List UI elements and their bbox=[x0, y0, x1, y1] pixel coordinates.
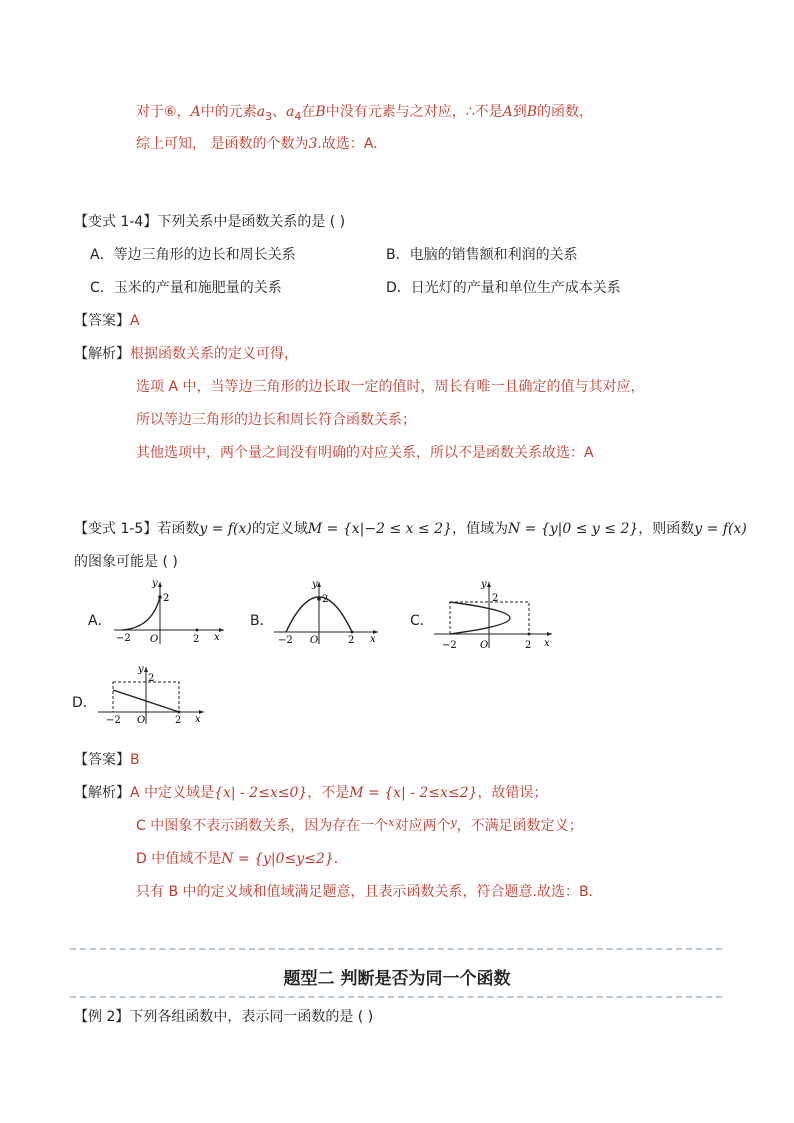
graph-c-label-2x: 2 bbox=[525, 640, 532, 651]
question-1-4-analysis-2: 选项 A 中，当等边三角形的边长取一定的值时，周长有唯一且确定的值与其对应， bbox=[136, 379, 645, 395]
graph-b-y-label: y bbox=[312, 579, 318, 590]
graph-d-x-label: x bbox=[195, 714, 201, 725]
graph-c-x-label: x bbox=[544, 638, 550, 649]
graph-c-y-arrow bbox=[487, 582, 491, 587]
graph-a-label-neg2: −2 bbox=[116, 633, 131, 644]
graph-a-curve bbox=[122, 597, 160, 630]
graph-c-label-2y: 2 bbox=[492, 593, 499, 604]
section-divider-bottom bbox=[70, 996, 722, 998]
question-1-5-answer: 【答案】B bbox=[74, 752, 140, 768]
graph-a-point bbox=[158, 595, 162, 599]
graph-option-d-label: D． bbox=[72, 695, 97, 711]
graph-option-a-label: A． bbox=[88, 613, 112, 629]
question-1-5-analysis-2: C 中图象不表示函数关系，因为存在一个$^x$对应两个$^y$，不满足函数定义； bbox=[136, 816, 583, 834]
graph-b-label-neg2: −2 bbox=[278, 635, 293, 646]
question-1-4-stem: 【变式 1-4】下列关系中是函数关系的是 ( ) bbox=[74, 214, 346, 230]
graph-b-point bbox=[317, 597, 321, 601]
graph-c-x-arrow bbox=[547, 632, 552, 636]
question-1-5-analysis-1: 【解析】A 中定义域是{x| - 2≤x≤0}，不是M = {x| - 2≤x≤2}，故错误； bbox=[74, 785, 548, 801]
graph-d-y-arrow bbox=[144, 667, 148, 672]
question-1-4-option-a: A．等边三角形的边长和周长关系 bbox=[90, 247, 296, 263]
graph-d-tick-2 bbox=[178, 711, 181, 714]
graph-a-y-arrow bbox=[158, 582, 162, 587]
prev-line-1: 对于⑥，A中的元素$a_3$、$a_4$在B中没有元素与之对应，∴不是A到B的函数， bbox=[136, 104, 594, 123]
question-1-4-option-b: B．电脑的销售额和利润的关系 bbox=[386, 247, 578, 263]
section-divider-top bbox=[70, 948, 722, 950]
graph-c-origin: O bbox=[480, 640, 489, 651]
graph-c-label-neg2: −2 bbox=[442, 640, 457, 651]
graph-d-y-label: y bbox=[138, 664, 144, 675]
graph-a-x-arrow bbox=[219, 628, 224, 632]
question-1-4-option-c: C．玉米的产量和施肥量的关系 bbox=[90, 280, 282, 296]
graph-a-x-label: x bbox=[214, 632, 220, 643]
graph-option-d bbox=[96, 664, 208, 726]
graph-d-label-2y: 2 bbox=[148, 673, 155, 684]
graph-c-y-label: y bbox=[481, 579, 487, 590]
graph-d-origin: O bbox=[137, 715, 146, 726]
question-1-5-analysis-3: D 中值域不是N = {y|0≤y≤2}. bbox=[136, 851, 339, 867]
graph-option-c-label: C． bbox=[410, 613, 434, 629]
section-title: 题型二 判断是否为同一个函数 bbox=[283, 969, 511, 989]
question-1-5-analysis-4: 只有 B 中的定义域和值域满足题意，且表示函数关系，符合题意.故选：B. bbox=[136, 884, 594, 900]
graph-c-tick-2 bbox=[528, 633, 531, 636]
graph-option-b bbox=[272, 578, 382, 646]
question-1-4-analysis-3: 所以等边三角形的边长和周长符合函数关系； bbox=[136, 412, 416, 428]
graph-b-label-2x: 2 bbox=[348, 635, 355, 646]
question-1-5-stem-line-2: 的图象可能是 ( ) bbox=[74, 554, 178, 570]
graph-c-curve bbox=[450, 602, 510, 634]
graph-b-label-2y: 2 bbox=[322, 594, 329, 605]
graph-option-b-label: B． bbox=[250, 613, 274, 629]
graph-b-tick-2 bbox=[351, 631, 354, 634]
graph-a-y-label: y bbox=[152, 578, 158, 589]
question-1-4-answer: 【答案】A bbox=[74, 313, 140, 329]
question-1-4-analysis-4: 其他选项中，两个量之间没有明确的对应关系，所以不是函数关系故选：A bbox=[136, 445, 594, 461]
question-1-5-stem-line-1: 【变式 1-5】若函数y = f(x)的定义域M = {x|−2 ≤ x ≤ 2}，值域为N = {y|0 ≤ y ≤ 2}，则函数y = f(x) bbox=[74, 521, 747, 537]
graph-option-c bbox=[432, 578, 556, 656]
question-1-4-option-d: D．日光灯的产量和单位生产成本关系 bbox=[386, 280, 621, 296]
graph-d-label-neg2: −2 bbox=[106, 715, 121, 726]
graph-a-label-2x: 2 bbox=[193, 634, 200, 645]
graph-b-x-label: x bbox=[370, 634, 376, 645]
prev-line-2: 综上可知， 是函数的个数为3.故选：A. bbox=[136, 136, 378, 152]
graph-a-tick-2 bbox=[196, 629, 199, 632]
graph-a-origin: O bbox=[150, 634, 159, 645]
graph-d-label-2x: 2 bbox=[175, 715, 182, 726]
example-2-stem: 【例 2】下列各组函数中，表示同一函数的是 ( ) bbox=[74, 1009, 374, 1025]
question-1-4-analysis-1: 【解析】根据函数关系的定义可得， bbox=[74, 346, 298, 362]
graph-b-origin: O bbox=[310, 635, 319, 646]
graph-option-a bbox=[112, 578, 227, 646]
graph-a-label-2y: 2 bbox=[163, 593, 170, 604]
